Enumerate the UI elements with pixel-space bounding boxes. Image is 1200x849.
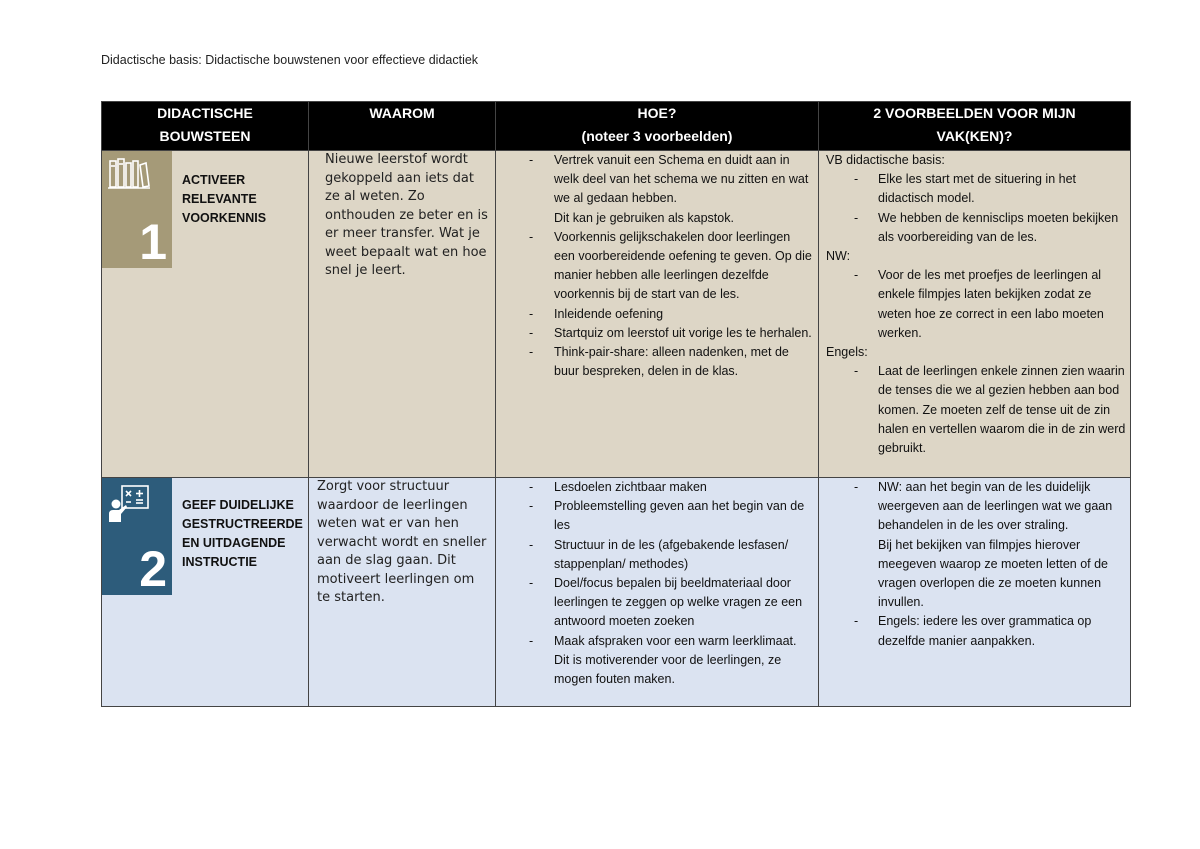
header-waarom — [309, 102, 496, 151]
voorbeelden-content — [819, 151, 1130, 458]
list-item: - Think-pair-share: alleen nadenken, met de buur bespreken, delen in de klas. — [496, 343, 814, 381]
list-item: - NW: aan het begin van de les duidelijk weergeven aan de leerlingen wat we gaan behandelen in de les over straling. Bij het bekijken van filmpjes hierover meegeven waarop ze moeten letten of de vragen overlopen die ze moeten kunnen invullen. — [826, 478, 1126, 612]
voorbeelden-content — [819, 478, 1130, 651]
list-item: - Engels: iedere les over grammatica op dezelfde manier aanpakken. — [826, 612, 1126, 650]
waarom-text: Nieuwe leerstof wordt gekoppeld aan iets dat ze al weten. Zo onthouden ze beter en is er meer transfer. Wat je weet bepaalt wat en hoe snel je leert. — [325, 152, 488, 278]
hoe-cell — [496, 151, 819, 478]
header-col4-line1: 2 VOORBEELDEN VOOR MIJN — [873, 105, 1076, 121]
header-hoe — [496, 102, 819, 151]
list-item: - Voorkennis gelijkschakelen door leerlingen een voorbereidende oefening te geven. Op die manier hebben alle leerlingen dezelfde voorkennis bij de start van de les. — [496, 228, 814, 305]
bouwsteen-label: GEEF DUIDELIJKE GESTRUCTREERDE EN UITDAGENDE INSTRUCTIE — [182, 498, 303, 569]
header-col2: WAAROM — [369, 105, 435, 121]
table-row — [102, 478, 1131, 707]
voorbeelden-list — [826, 266, 1126, 343]
bouwsteen-number: 2 — [139, 541, 167, 597]
waarom-cell — [309, 151, 496, 478]
voorbeeld-note: Bij het bekijken van filmpjes hierover meegeven waarop ze moeten letten of de vragen overlopen die ze moeten kunnen invullen. — [878, 537, 1109, 610]
header-row — [102, 102, 1131, 151]
bouwsteen-tile — [102, 151, 172, 268]
list-item: - Vertrek vanuit een Schema en duidt aan in welk deel van het schema we nu zitten en wat we al gedaan hebben. Dit kan je gebruiken als kapstok. — [496, 151, 814, 228]
list-item: - Maak afspraken voor een warm leerklimaat. Dit is motiverender voor de leerlingen, ze mogen fouten maken. — [496, 632, 814, 690]
books-icon — [108, 157, 150, 194]
list-item: - Structuur in de les (afgebakende lesfasen/ stappenplan/ methodes) — [496, 536, 814, 574]
voorbeelden-cell — [819, 478, 1131, 707]
list-item: - Startquiz om leerstof uit vorige les te herhalen. — [496, 324, 814, 343]
header-voorbeelden — [819, 102, 1131, 151]
table-row — [102, 151, 1131, 478]
list-item: - Voor de les met proefjes de leerlingen al enkele filmpjes laten bekijken zodat ze weten hoe ze correct in een labo moeten werken. — [826, 266, 1126, 343]
list-item: - Lesdoelen zichtbaar maken — [496, 478, 814, 497]
list-item: - We hebben de kennisclips moeten bekijken als voorbereiding van de les. — [826, 209, 1126, 247]
voorbeelden-cell — [819, 151, 1131, 478]
voorbeelden-list — [826, 362, 1126, 458]
list-item: - Laat de leerlingen enkele zinnen zien waarin de tenses die we al gezien hebben aan bod komen. Ze moeten zelf de tense uit de zin halen en vertellen waarom die in de zin werd gebruikt. — [826, 362, 1126, 458]
hoe-list — [496, 151, 818, 381]
waarom-cell — [309, 478, 496, 707]
bouwsteen-cell — [102, 151, 309, 478]
waarom-text: Zorgt voor structuur waardoor de leerlingen weten wat er van hen verwacht wordt en sneller aan de slag gaan. Dit motiveert leerlingen om te starten. — [317, 479, 487, 605]
bouwsteen-label: ACTIVEER RELEVANTE VOORKENNIS — [182, 173, 267, 225]
bouwsteen-cell — [102, 478, 309, 707]
teacher-math-icon — [108, 484, 150, 531]
header-col1-line2: BOUWSTEEN — [159, 128, 251, 144]
bouwstenen-table — [101, 101, 1131, 707]
page-title: Didactische basis: Didactische bouwstenen voor effectieve didactiek — [101, 53, 479, 67]
header-col3-line1: HOE? — [637, 105, 677, 121]
header-col4-line2: VAK(KEN)? — [936, 128, 1013, 144]
header-col1-line1: DIDACTISCHE — [157, 105, 253, 121]
list-item: - Probleemstelling geven aan het begin van de les — [496, 497, 814, 535]
bouwsteen-tile — [102, 478, 172, 595]
header-didactische-bouwsteen — [102, 102, 309, 151]
list-item: - Doel/focus bepalen bij beeldmateriaal door leerlingen te zeggen op welke vragen ze een antwoord moeten zoeken — [496, 574, 814, 632]
group-label: VB didactische basis: — [826, 153, 945, 167]
list-item: - Elke les start met de situering in het didactisch model. — [826, 170, 1126, 208]
hoe-note: Dit kan je gebruiken als kapstok. — [554, 210, 734, 225]
group-label: Engels: — [826, 345, 868, 360]
header-col3-line2: (noteer 3 voorbeelden) — [581, 128, 733, 144]
voorbeelden-list — [826, 170, 1126, 247]
voorbeelden-list — [826, 478, 1126, 651]
list-item: - Inleidende oefening — [496, 305, 814, 324]
group-label: NW: — [826, 249, 851, 264]
hoe-list — [496, 478, 818, 689]
hoe-cell — [496, 478, 819, 707]
bouwsteen-number: 1 — [139, 214, 167, 270]
